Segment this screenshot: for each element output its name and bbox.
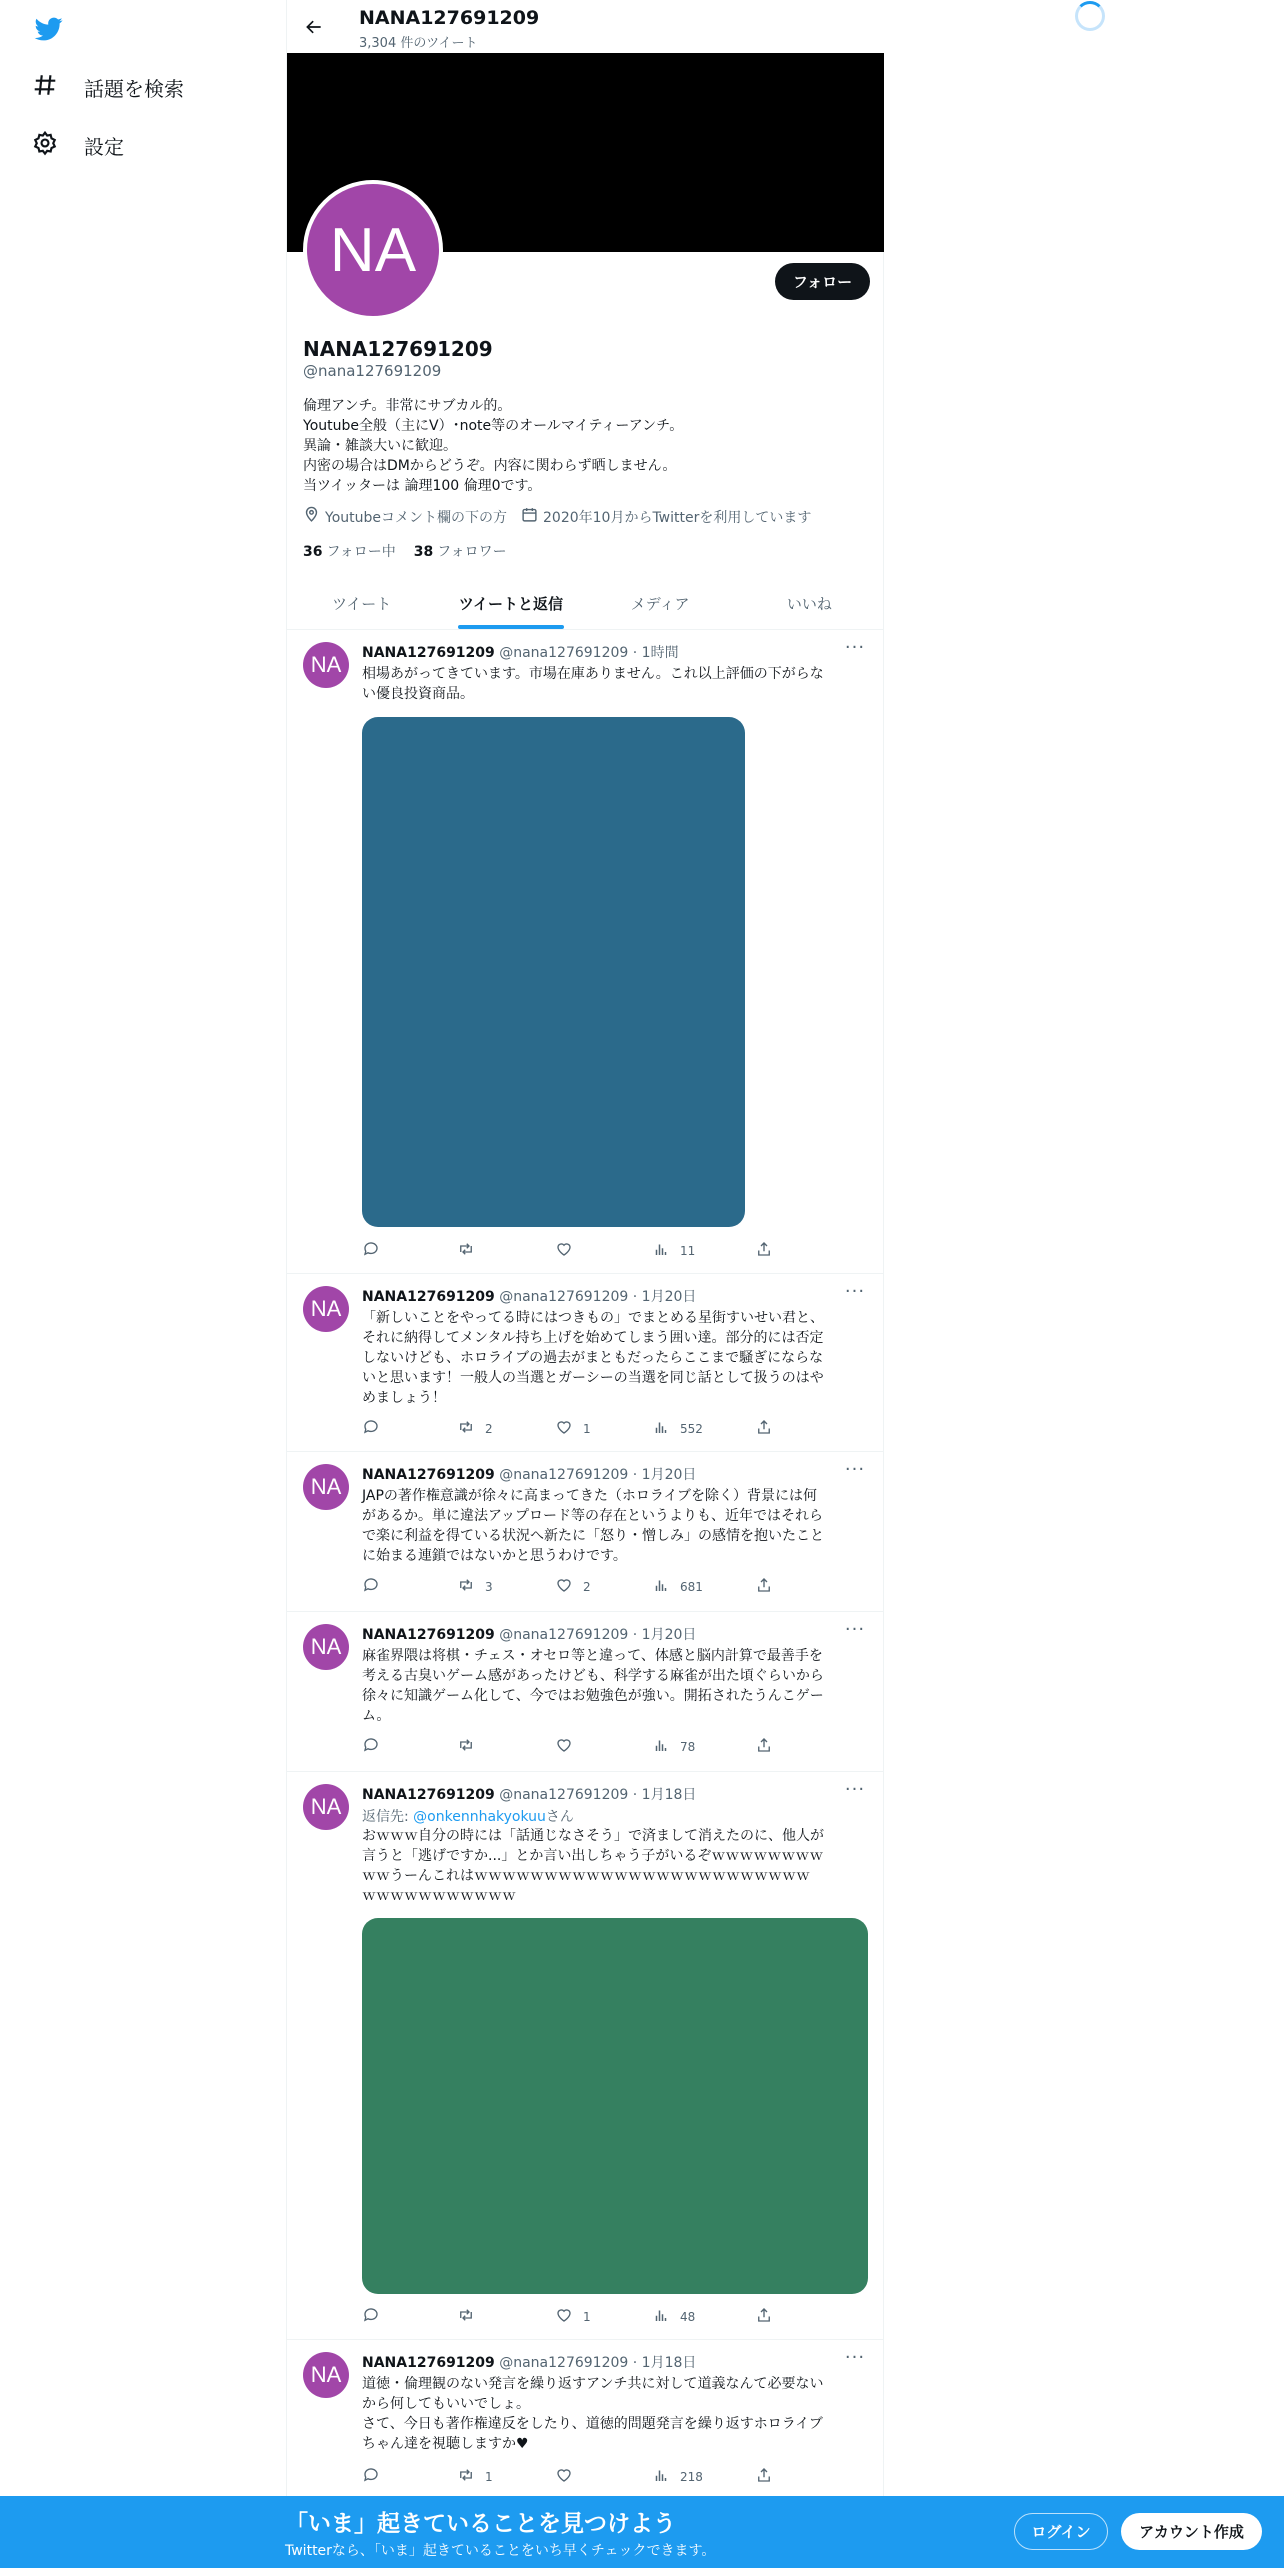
retweet-button[interactable] <box>457 2306 485 2327</box>
signup-banner-subtitle: Twitterなら、「いま」起きていることをいち早くチェックできます。 <box>285 2543 716 2559</box>
share-icon <box>755 1576 773 1597</box>
share-button[interactable] <box>755 2306 773 2327</box>
tweet-text <box>362 1308 872 1408</box>
signup-banner <box>0 2496 1284 2568</box>
share-icon <box>755 2466 773 2487</box>
share-button[interactable] <box>755 1240 773 1261</box>
tweet-time[interactable]: · 1月18日 <box>632 2355 697 2371</box>
reply-button[interactable] <box>362 2306 390 2327</box>
calendar-icon <box>521 506 538 527</box>
views-button[interactable] <box>652 1576 703 1597</box>
tweet-text-line: めましょう！ <box>362 1390 446 1406</box>
tweet-author-handle[interactable]: @nana127691209 <box>499 645 629 661</box>
views-icon <box>652 1736 670 1757</box>
reply-icon <box>362 2466 380 2487</box>
tweet-text <box>362 1826 872 1906</box>
tweet-text-line: 「新しいことをやってる時にはつきもの」でまとめる星街すいせい君と、 <box>362 1310 824 1326</box>
like-button[interactable] <box>555 1576 591 1597</box>
views-icon <box>652 1418 670 1439</box>
views-count: 78 <box>680 1739 696 1754</box>
tweet-actions <box>362 1240 802 1264</box>
retweet-count: 2 <box>485 1421 493 1436</box>
profile-bio <box>303 396 863 496</box>
header-name: NANA127691209 <box>359 7 540 29</box>
reply-button[interactable] <box>362 1418 390 1439</box>
tweet-header <box>362 2352 696 2372</box>
retweet-icon <box>457 1736 475 1757</box>
tweet-text-line: おｗｗｗ自分の時には「話通じなさそう」で済まして消えたのに、他人が <box>362 1828 824 1844</box>
loading-spinner <box>1075 1 1105 31</box>
retweet-count: 1 <box>485 2469 493 2484</box>
more-options-icon[interactable]: ··· <box>844 2347 866 2368</box>
tweet-avatar[interactable]: NA <box>303 1464 349 1510</box>
tweet-text-line: しないけども、ホロライブの過去がまともだったらここまで騒ぎにならな <box>362 1350 824 1366</box>
views-button[interactable] <box>652 2466 703 2487</box>
tab-tweets-and-replies[interactable]: ツイートと返信 <box>436 578 585 629</box>
reply-button[interactable] <box>362 1240 390 1261</box>
like-count: 2 <box>583 1579 591 1594</box>
retweet-icon <box>457 1576 475 1597</box>
retweet-count: 3 <box>485 1579 493 1594</box>
hashtag-icon <box>32 72 58 103</box>
reply-icon <box>362 1736 380 1757</box>
tweet-text <box>362 1646 872 1726</box>
tweet-actions <box>362 1576 802 1600</box>
followers-label: フォロワー <box>437 544 507 560</box>
tweet-text-line: から何してもいいでしょ。 <box>362 2396 530 2412</box>
share-button[interactable] <box>755 2466 773 2487</box>
tweet-actions <box>362 1736 802 1760</box>
reply-icon <box>362 2306 380 2327</box>
views-icon <box>652 2306 670 2327</box>
tweet-author-handle[interactable]: @nana127691209 <box>499 2355 629 2371</box>
bio-line: Youtube全般（主にV）･note等のオールマイティーアンチ。 <box>303 418 684 434</box>
bio-line: 倫理アンチ。非常にサブカル的。 <box>303 398 512 414</box>
location-text: Youtubeコメント欄の下の方 <box>325 509 507 526</box>
tweet-text-line: ちゃん達を視聴しますか♥ <box>362 2436 529 2452</box>
tweet-avatar[interactable]: NA <box>303 2352 349 2398</box>
tweet-header <box>362 1464 696 1484</box>
retweet-icon <box>457 1418 475 1439</box>
profile-handle: @nana127691209 <box>303 362 442 380</box>
follow-button[interactable]: フォロー <box>775 263 870 300</box>
location <box>303 506 507 527</box>
join-date-text: 2020年10月からTwitterを利用しています <box>543 509 812 526</box>
tweet[interactable] <box>287 1452 884 1612</box>
more-options-icon[interactable]: ··· <box>844 1281 866 1302</box>
more-options-icon[interactable]: ··· <box>844 1459 866 1480</box>
following-link[interactable] <box>303 541 396 561</box>
tweet-text-line: 考える古臭いゲーム感があったけども、科学する麻雀が出た頃ぐらいから <box>362 1668 824 1684</box>
reply-user-link[interactable]: @onkennhakyokuu <box>413 1809 546 1825</box>
nav-explore-label: 話題を検索 <box>84 77 184 101</box>
tweet-text-line: JAPの著作権意識が徐々に高まってきた（ホロライブを除く）背景には何 <box>362 1488 818 1504</box>
views-button[interactable] <box>652 1736 695 1757</box>
more-options-icon[interactable]: ··· <box>844 637 866 658</box>
tweet-text-line: いと思います！一般人の当選とガーシーの当選を同じ話として扱うのはや <box>362 1370 824 1386</box>
tweet-text-line: それに納得してメンタル持ち上げを始めてしまう囲い達。部分的には否定 <box>362 1330 824 1346</box>
header-tweet-count: 3,304 件のツイート <box>359 36 478 51</box>
like-button[interactable] <box>555 1418 591 1439</box>
nav-settings-label: 設定 <box>84 135 124 159</box>
tweet-time[interactable]: · 1月18日 <box>632 1787 697 1803</box>
more-options-icon[interactable]: ··· <box>844 1779 866 1800</box>
tweet-header <box>362 1784 696 1804</box>
tweet-author-handle[interactable]: @nana127691209 <box>499 1787 629 1803</box>
tab-media[interactable]: メディア <box>630 595 690 613</box>
tweet-author-name[interactable]: NANA127691209 <box>362 1787 495 1803</box>
views-icon <box>652 1576 670 1597</box>
share-icon <box>755 2306 773 2327</box>
tweet-text-line: があるか。単に違法アップロード等の存在というよりも、近年ではそれら <box>362 1508 824 1524</box>
views-count: 218 <box>680 2469 703 2484</box>
tweet-text-line: 麻雀界隈は将棋・チェス・オセロ等と違って、体感と脳内計算で最善手を <box>362 1648 823 1664</box>
tweet[interactable] <box>287 630 884 1274</box>
tweet-header <box>362 1624 696 1644</box>
nav-explore[interactable] <box>32 72 184 103</box>
retweet-icon <box>457 1240 475 1261</box>
like-count: 1 <box>583 1421 591 1436</box>
tweet-time[interactable]: · 1月20日 <box>632 1627 697 1643</box>
share-button[interactable] <box>755 1418 773 1439</box>
tab-likes[interactable]: いいね <box>786 595 832 613</box>
share-icon <box>755 1736 773 1757</box>
tweet-author-name[interactable]: NANA127691209 <box>362 1627 495 1643</box>
main-column <box>286 0 884 2568</box>
join-date <box>521 506 811 527</box>
reply-icon <box>362 1240 380 1261</box>
retweet-icon <box>457 2306 475 2327</box>
like-icon <box>555 1576 573 1597</box>
like-icon <box>555 2466 573 2487</box>
reply-button[interactable] <box>362 1576 390 1597</box>
followers-link[interactable] <box>414 541 507 561</box>
tweet-text-line: い優良投資商品。 <box>362 686 474 702</box>
tweet[interactable] <box>287 1274 884 1452</box>
views-icon <box>652 1240 670 1261</box>
like-button[interactable] <box>555 2306 591 2327</box>
tweet-text-line: ｗｗｗｗｗｗｗｗｗｗｗ <box>362 1888 516 1904</box>
views-button[interactable] <box>652 2306 695 2327</box>
profile-avatar[interactable]: NA <box>303 180 443 320</box>
signup-banner-title: 「いま」起きていることを見つけよう <box>285 2511 676 2537</box>
tweet-author-name[interactable]: NANA127691209 <box>362 1289 495 1305</box>
login-button[interactable]: ログイン <box>1014 2513 1108 2550</box>
tweet-text-line: ｗｗうーんこれはｗｗｗｗｗｗｗｗｗｗｗｗｗｗｗｗｗｗｗｗｗｗｗｗ <box>362 1868 810 1884</box>
share-icon <box>755 1418 773 1439</box>
like-button[interactable] <box>555 1240 583 1261</box>
views-count: 681 <box>680 1579 703 1594</box>
reply-button[interactable] <box>362 1736 390 1757</box>
share-button[interactable] <box>755 1736 773 1757</box>
tweet-time[interactable]: · 1月20日 <box>632 1289 697 1305</box>
tweet-header <box>362 642 679 662</box>
tweet-text-line: 徐々に知識ゲーム化して、今ではお勉強色が強い。開拓されたうんこゲー <box>362 1688 824 1704</box>
followers-count: 38 <box>413 544 434 560</box>
share-icon <box>755 1240 773 1261</box>
views-button[interactable] <box>652 1418 703 1439</box>
tweet-image[interactable] <box>362 717 745 1227</box>
retweet-icon <box>457 2466 475 2487</box>
retweet-button[interactable] <box>457 1576 493 1597</box>
like-button[interactable] <box>555 1736 583 1757</box>
gear-icon <box>32 130 58 161</box>
views-count: 48 <box>680 2309 696 2324</box>
tweet-author-handle[interactable]: @nana127691209 <box>499 1289 629 1305</box>
bio-line: 当ツイッターは 論理100 倫理0です。 <box>303 478 542 494</box>
twitter-logo-icon[interactable] <box>33 15 65 43</box>
profile-meta <box>303 506 811 527</box>
tweet-time[interactable]: · 1時間 <box>632 645 679 661</box>
following-label: フォロー中 <box>326 544 396 560</box>
tweet-header <box>362 1286 696 1306</box>
tweet-author-name[interactable]: NANA127691209 <box>362 2355 495 2371</box>
tweet-author-handle[interactable]: @nana127691209 <box>499 1627 629 1643</box>
reply-icon <box>362 1576 380 1597</box>
bio-line: 異論・雑談大いに歓迎。 <box>303 438 457 454</box>
views-count: 552 <box>680 1421 703 1436</box>
tweet-author-name[interactable]: NANA127691209 <box>362 645 495 661</box>
tweet-avatar[interactable]: NA <box>303 1624 349 1670</box>
tweet[interactable] <box>287 1772 884 2340</box>
reply-context <box>362 1806 574 1826</box>
views-icon <box>652 2466 670 2487</box>
tweet-actions <box>362 1418 802 1442</box>
tweet-text-line: 相場あがってきています。市場在庫ありません。これ以上評価の下がらな <box>362 666 824 682</box>
tab-tweets[interactable]: ツイート <box>331 595 392 613</box>
tweet-author-name[interactable]: NANA127691209 <box>362 1467 495 1483</box>
reply-prefix: 返信先: <box>362 1809 414 1825</box>
tweet-text-line: 道徳・倫理観のない発言を繰り返すアンチ共に対して道義なんて必要ない <box>362 2376 824 2392</box>
like-button[interactable] <box>555 2466 583 2487</box>
nav-settings[interactable] <box>32 130 124 161</box>
share-button[interactable] <box>755 1576 773 1597</box>
reply-button[interactable] <box>362 2466 390 2487</box>
retweet-button[interactable] <box>457 1418 493 1439</box>
like-icon <box>555 1736 573 1757</box>
tweet-avatar[interactable]: NA <box>303 1784 349 1830</box>
views-button[interactable] <box>652 1240 695 1261</box>
following-count: 36 <box>303 544 323 560</box>
tweet-text-line: さて、今日も著作権違反をしたり、道徳的問題発言を繰り返すホロライブ <box>362 2416 823 2432</box>
tweet-author-handle[interactable]: @nana127691209 <box>499 1467 629 1483</box>
tweet-image[interactable] <box>362 1918 868 2294</box>
retweet-button[interactable] <box>457 2466 493 2487</box>
tweet-text-line: で楽に利益を得ている状況へ新たに「怒り・憎しみ」の感情を抱いたこと <box>362 1528 824 1544</box>
tweet-text-line: ム。 <box>362 1708 391 1724</box>
tweet-text <box>362 664 872 704</box>
retweet-button[interactable] <box>457 1240 485 1261</box>
reply-icon <box>362 1418 380 1439</box>
tweet-text-line: 言うと「逃げですか...」とか言い出しちゃう子がいるぞｗｗｗｗｗｗｗｗ <box>362 1848 824 1864</box>
more-options-icon[interactable]: ··· <box>844 1619 866 1640</box>
tweet[interactable] <box>287 2340 884 2500</box>
back-arrow-icon[interactable] <box>299 12 329 42</box>
views-count: 11 <box>680 1243 696 1258</box>
like-icon <box>555 1418 573 1439</box>
like-icon <box>555 2306 573 2327</box>
profile-tabs <box>287 578 884 630</box>
follow-stats <box>303 541 507 561</box>
like-count: 1 <box>583 2309 591 2324</box>
profile-name: NANA127691209 <box>303 337 493 361</box>
retweet-button[interactable] <box>457 1736 485 1757</box>
tweet-text-line: に始まる連鎖ではないかと思うわけです。 <box>362 1548 627 1564</box>
profile-header <box>287 0 884 53</box>
tweet-text <box>362 2374 872 2454</box>
signup-button[interactable]: アカウント作成 <box>1121 2513 1262 2550</box>
tweet-text <box>362 1486 872 1566</box>
bio-line: 内密の場合はDMからどうぞ。内容に関わらず晒しません。 <box>303 458 677 474</box>
reply-suffix: さん <box>545 1809 574 1825</box>
tweet[interactable] <box>287 1612 884 1772</box>
tweet-time[interactable]: · 1月20日 <box>632 1467 697 1483</box>
tweet-actions <box>362 2306 802 2330</box>
like-icon <box>555 1240 573 1261</box>
tweet-actions <box>362 2466 802 2490</box>
tweet-avatar[interactable]: NA <box>303 1286 349 1332</box>
location-pin-icon <box>303 506 320 527</box>
tweet-avatar[interactable]: NA <box>303 642 349 688</box>
